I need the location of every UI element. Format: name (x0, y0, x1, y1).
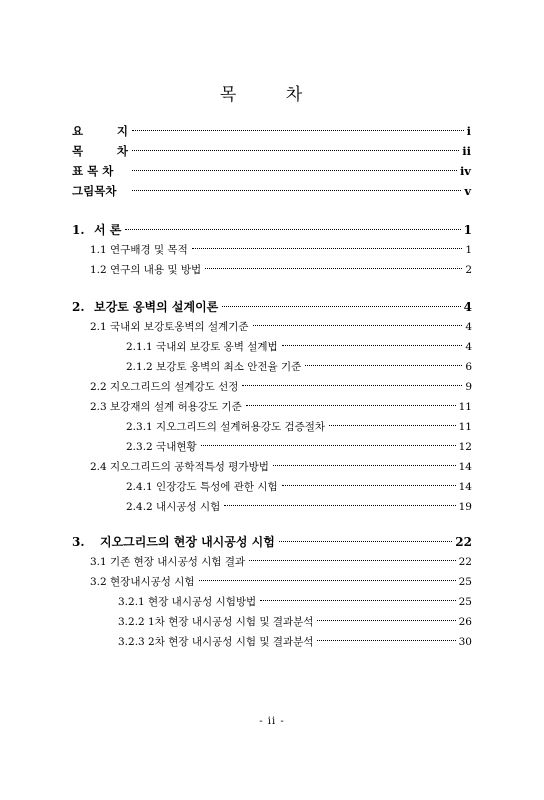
dot-leader (305, 365, 462, 366)
toc-page-number: 2 (465, 264, 472, 276)
toc-section[interactable] (90, 241, 472, 259)
toc-entry-label: 요 (72, 124, 84, 138)
toc-subsection[interactable] (126, 338, 472, 356)
dot-leader (132, 190, 461, 191)
dot-leader (253, 325, 463, 326)
dot-leader (273, 465, 456, 466)
dot-leader (279, 541, 452, 542)
dot-leader (246, 405, 456, 406)
toc-page-number: v (464, 184, 471, 198)
toc-page-number: 11 (458, 401, 472, 413)
toc-section[interactable] (90, 398, 472, 416)
toc-subsection[interactable] (118, 633, 472, 651)
toc-section[interactable] (90, 261, 472, 279)
section-title: 2.1 국내외 보강토옹벽의 설계기준 (90, 321, 249, 333)
toc-page-number: 30 (458, 636, 472, 648)
toc-page-number: 12 (458, 441, 472, 453)
subsection-title: 2.1.2 보강토 옹벽의 최소 안전율 기준 (126, 361, 302, 373)
toc-page-number: 1 (465, 244, 472, 256)
dot-leader (199, 580, 456, 581)
section-title: 2.3 보강재의 설계 허용강도 기준 (90, 401, 242, 413)
toc-page-number: 4 (465, 321, 472, 333)
toc-page-number: 25 (458, 576, 472, 588)
toc-entry-figure-list[interactable] (72, 182, 471, 200)
subsection-title: 2.1.1 국내외 보강토 옹벽 설계법 (126, 341, 278, 353)
toc-page-number: 6 (465, 361, 472, 373)
toc-subsection[interactable] (126, 498, 472, 516)
section-title: 3.2 현장내시공성 시험 (90, 576, 195, 588)
dot-leader (125, 229, 460, 230)
toc-page-number: 19 (458, 501, 472, 513)
subsection-title: 3.2.2 1차 현장 내시공성 시험 및 결과분석 (118, 616, 314, 628)
dot-leader (132, 170, 457, 171)
toc-entry-label: 차 (116, 144, 128, 158)
section-title: 3.1 기존 현장 내시공성 시험 결과 (90, 556, 246, 568)
toc-page-number: 9 (465, 381, 472, 393)
toc-page-number: ii (462, 144, 471, 158)
toc-subsection[interactable] (118, 613, 472, 631)
chapter-number: 1. (72, 223, 85, 237)
toc-section[interactable] (90, 318, 472, 336)
toc-entry-contents[interactable] (72, 142, 471, 160)
toc-page-number: 26 (458, 616, 472, 628)
dot-leader (242, 385, 462, 386)
toc-section[interactable] (90, 573, 472, 591)
toc-subsection[interactable] (126, 358, 472, 376)
chapter-number: 2. (72, 300, 85, 314)
toc-page-number: 14 (458, 461, 472, 473)
toc-page-number: i (466, 124, 471, 138)
dot-leader (132, 150, 459, 151)
subsection-title: 2.3.1 지오그리드의 설계허용강도 검증절차 (126, 421, 326, 433)
toc-page-number: 11 (458, 421, 472, 433)
page-footer-number: - ii - (259, 716, 285, 727)
dot-leader (222, 306, 460, 307)
subsection-title: 3.2.1 현장 내시공성 시험방법 (118, 596, 257, 608)
page-title: 목 차 (219, 85, 325, 105)
subsection-title: 2.4.1 인장강도 특성에 관한 시험 (126, 481, 278, 493)
toc-subsection[interactable] (126, 438, 472, 456)
toc-entry-label: 지 (116, 124, 128, 138)
dot-leader (329, 425, 456, 426)
toc-subsection[interactable] (118, 593, 472, 611)
dot-leader (205, 268, 462, 269)
toc-section[interactable] (90, 378, 472, 396)
chapter-title: 보강토 옹벽의 설계이론 (94, 300, 219, 314)
dot-leader (317, 640, 455, 641)
section-title: 2.4 지오그리드의 공학적특성 평가방법 (90, 461, 269, 473)
section-title: 1.2 연구의 내용 및 방법 (90, 264, 202, 276)
toc-page-number: 22 (458, 556, 472, 568)
dot-leader (282, 485, 456, 486)
toc-chapter-3[interactable] (72, 533, 472, 551)
chapter-title: 지오그리드의 현장 내시공성 시험 (100, 535, 275, 549)
toc-chapter-1[interactable] (72, 221, 472, 239)
toc-section[interactable] (90, 458, 472, 476)
toc-entry-table-list[interactable] (72, 162, 471, 180)
toc-subsection[interactable] (126, 418, 472, 436)
toc-page-number: 1 (463, 223, 472, 237)
dot-leader (317, 620, 455, 621)
subsection-title: 2.4.2 내시공성 시험 (126, 501, 221, 513)
dot-leader (282, 345, 463, 346)
toc-subsection[interactable] (126, 478, 472, 496)
toc-page-number: iv (459, 164, 471, 178)
section-title: 1.1 연구배경 및 목적 (90, 244, 188, 256)
toc-page-number: 14 (458, 481, 472, 493)
toc-page-number: 22 (455, 535, 472, 549)
subsection-title: 3.2.3 2차 현장 내시공성 시험 및 결과분석 (118, 636, 314, 648)
toc-page-number: 4 (465, 341, 472, 353)
dot-leader (192, 248, 463, 249)
section-title: 2.2 지오그리드의 설계강도 선정 (90, 381, 239, 393)
dot-leader (260, 600, 455, 601)
toc-entry-label: 목 (72, 144, 84, 158)
chapter-title: 서 론 (94, 223, 122, 237)
chapter-number: 3. (72, 535, 85, 549)
toc-entry-summary[interactable] (72, 122, 471, 140)
dot-leader (224, 505, 455, 506)
dot-leader (249, 560, 456, 561)
toc-page-number: 25 (458, 596, 472, 608)
toc-entry-label: 그림목차 (72, 184, 117, 198)
subsection-title: 2.3.2 국내현황 (126, 441, 197, 453)
toc-entry-label: 표 목 차 (72, 164, 114, 178)
toc-page-number: 4 (463, 300, 472, 314)
toc-section[interactable] (90, 553, 472, 571)
toc-chapter-2[interactable] (72, 298, 472, 316)
dot-leader (132, 130, 464, 131)
dot-leader (201, 445, 456, 446)
